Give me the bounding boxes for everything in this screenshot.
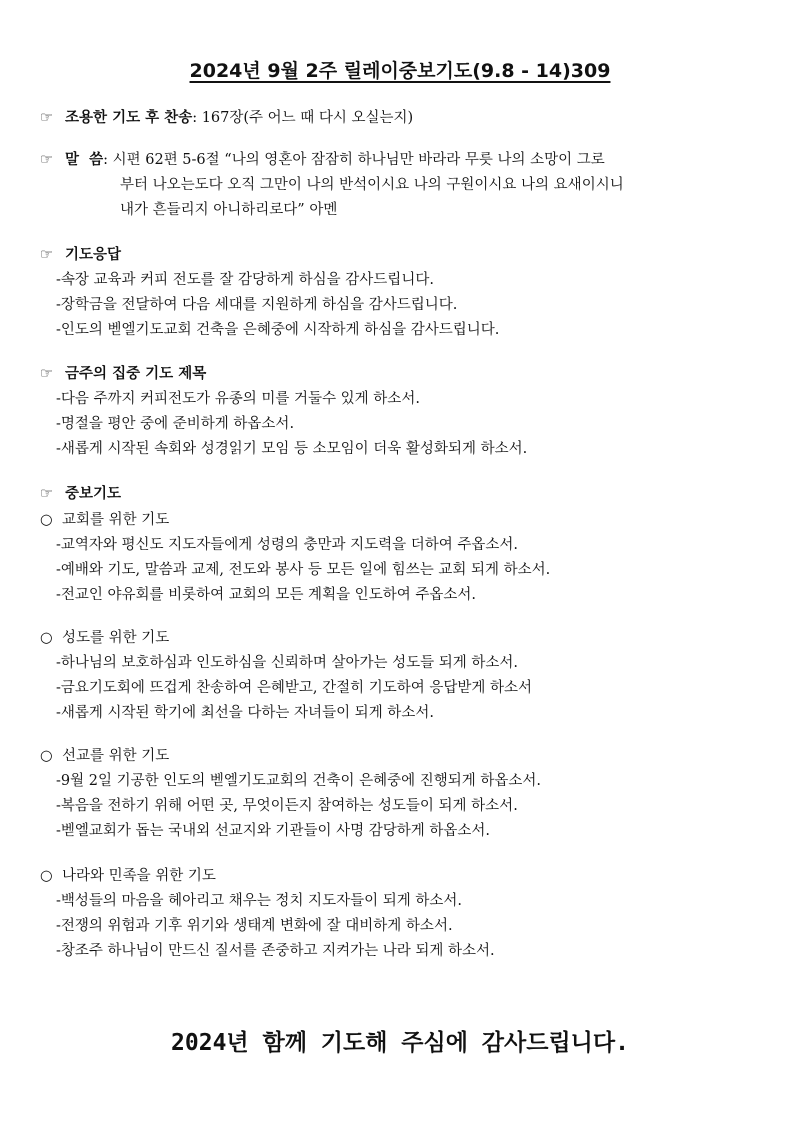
circle-bullet-icon: ○: [40, 748, 53, 764]
pointing-hand-icon: ☞: [40, 247, 53, 263]
answers-heading: [40, 245, 121, 265]
pointing-hand-icon: ☞: [40, 366, 53, 382]
list-item: -교역자와 평신도 지도자들에게 성령의 충만과 지도력을 더하여 주옵소서.: [56, 537, 518, 553]
section-title: 성도를 위한 기도: [62, 630, 170, 646]
scripture-line-3: 내가 흔들리지 아니하리로다” 아멘: [120, 202, 338, 218]
intercession-heading: [40, 484, 121, 504]
list-item: -명절을 평안 중에 준비하게 하옵소서.: [56, 416, 295, 432]
pointing-hand-icon: ☞: [40, 486, 53, 502]
scripture-label: 말 씀: [65, 152, 104, 168]
list-item: -전쟁의 위험과 기후 위기와 생태계 변화에 잘 대비하게 하소서.: [56, 918, 453, 934]
closing-message: 2024년 함께 기도해 주심에 감사드립니다.: [171, 1030, 629, 1056]
list-item: -전교인 야유회를 비롯하여 교회의 모든 계획을 인도하여 주옵소서.: [56, 587, 476, 603]
hymn-value: : 167장(주 어느 때 다시 오실는지): [192, 110, 414, 126]
focus-heading-text: 금주의 집중 기도 제목: [65, 366, 207, 382]
list-item: -새롭게 시작된 학기에 최선을 다하는 자녀들이 되게 하소서.: [56, 705, 434, 721]
page-title: [0, 56, 800, 83]
section-heading-church: [40, 510, 169, 530]
circle-bullet-icon: ○: [40, 630, 53, 646]
section-title: 교회를 위한 기도: [62, 512, 170, 528]
list-item: -예배와 기도, 말씀과 교제, 전도와 봉사 등 모든 일에 힘쓰는 교회 되게 하소서.: [56, 562, 551, 578]
list-item: -하나님의 보호하심과 인도하심을 신뢰하며 살아가는 성도들 되게 하소서.: [56, 655, 518, 671]
list-item: -장학금을 전달하여 다음 세대를 지원하게 하심을 감사드립니다.: [56, 297, 458, 313]
focus-heading: [40, 364, 206, 384]
list-item: -복음을 전하기 위해 어떤 곳, 무엇이든지 참여하는 성도들이 되게 하소서.: [56, 798, 518, 814]
hymn-line: [40, 108, 413, 128]
intercession-heading-text: 중보기도: [65, 486, 122, 502]
list-item: -창조주 하나님이 만드신 질서를 존중하고 지켜가는 나라 되게 하소서.: [56, 943, 495, 959]
list-item: -백성들의 마음을 헤아리고 채우는 정치 지도자들이 되게 하소서.: [56, 893, 462, 909]
scripture-line: [40, 150, 605, 170]
page-title-text: 2024년 9월 2주 릴레이중보기도(9.8 - 14)309: [189, 60, 611, 82]
section-title: 선교를 위한 기도: [62, 748, 170, 764]
section-heading-mission: [40, 746, 169, 766]
section-title: 나라와 민족을 위한 기도: [62, 868, 216, 884]
pointing-hand-icon: ☞: [40, 152, 53, 168]
list-item: -인도의 벧엘기도교회 건축을 은혜중에 시작하게 하심을 감사드립니다.: [56, 322, 500, 338]
answers-heading-text: 기도응답: [65, 247, 122, 263]
list-item: -속장 교육과 커피 전도를 잘 감당하게 하심을 감사드립니다.: [56, 272, 434, 288]
section-heading-saints: [40, 628, 169, 648]
list-item: -새롭게 시작된 속회와 성경읽기 모임 등 소모임이 더욱 활성화되게 하소서.: [56, 441, 528, 457]
list-item: -금요기도회에 뜨겁게 찬송하여 은혜받고, 간절히 기도하여 응답받게 하소서: [56, 680, 532, 696]
scripture-line-1: : 시편 62편 5-6절 “나의 영혼아 잠잠히 하나님만 바라라 무릇 나의 소망이 그로: [103, 152, 605, 168]
section-heading-nation: [40, 866, 216, 886]
list-item: -9월 2일 기공한 인도의 벧엘기도교회의 건축이 은혜중에 진행되게 하옵소서.: [56, 773, 542, 789]
list-item: -다음 주까지 커피전도가 유종의 미를 거둘수 있게 하소서.: [56, 391, 420, 407]
pointing-hand-icon: ☞: [40, 110, 53, 126]
circle-bullet-icon: ○: [40, 868, 53, 884]
list-item: -벧엘교회가 돕는 국내외 선교지와 기관들이 사명 감당하게 하옵소서.: [56, 823, 490, 839]
circle-bullet-icon: ○: [40, 512, 53, 528]
scripture-line-2: 부터 나오는도다 오직 그만이 나의 반석이시요 나의 구원이시요 나의 요새이시니: [120, 177, 624, 193]
hymn-label: 조용한 기도 후 찬송: [65, 110, 193, 126]
